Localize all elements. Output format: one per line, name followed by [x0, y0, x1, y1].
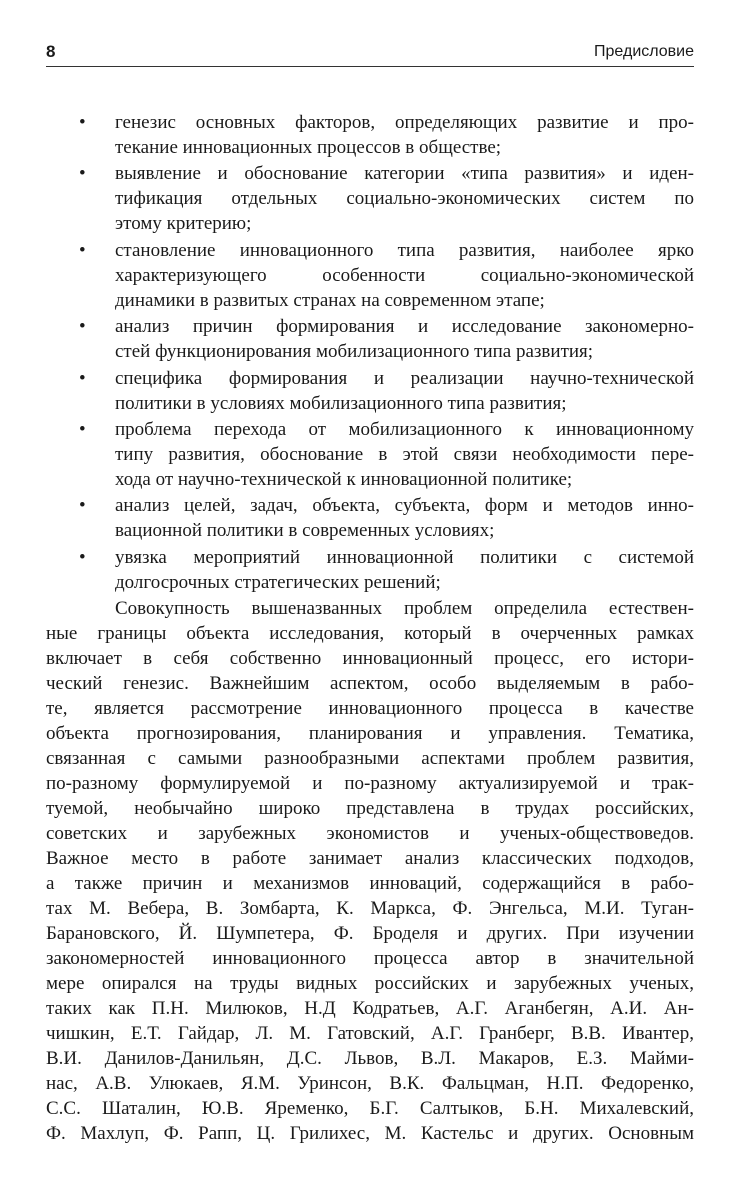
text-line: таких как П.Н. Милюков, Н.Д Кодратьев, А.Г. Аганбегян, А.И. Ан-	[46, 998, 694, 1020]
text-line: мере опирался на труды видных российских и зарубежных ученых,	[46, 973, 694, 995]
text-line: • становление инновационного типа развития, наиболее ярко	[115, 239, 694, 261]
text-line: включает в себя собственно инновационный процесс, его истори-	[46, 648, 694, 670]
running-header	[46, 42, 694, 67]
text-line: текание инновационных процессов в обществе;	[115, 137, 502, 158]
text-line: хода от научно-технической к инновационной политике;	[115, 468, 573, 490]
bullet-item	[46, 493, 694, 543]
bullet-item	[46, 366, 694, 416]
text-line: типу развития, обоснование в этой связи необходимости пере-	[115, 443, 694, 465]
text-line: объекта прогнозирования, планирования и управления. Тематика,	[46, 723, 694, 745]
text-line: те, является рассмотрение инновационного процесса в качестве	[46, 698, 694, 720]
text-line: тах М. Вебера, В. Зомбарта, К. Маркса, Ф. Энгельса, М.И. Туган-	[46, 898, 694, 920]
bullet-item	[46, 161, 694, 236]
text-line: ные границы объекта исследования, который в очерченных рамках	[46, 623, 694, 645]
bullet-item	[46, 545, 694, 595]
text-line: а также причин и механизмов инноваций, содержащийся в рабо-	[46, 873, 694, 895]
text-line: тификация отдельных социально-экономических систем по	[115, 188, 694, 210]
text-line: С.С. Шаталин, Ю.В. Яременко, Б.Г. Салтыков, Б.Н. Михалевский,	[46, 1098, 694, 1120]
text-line: Ф. Махлуп, Ф. Рапп, Ц. Грилихес, М. Кастельс и других. Основным	[46, 1123, 694, 1145]
bullet-item	[46, 314, 694, 364]
text-line: • выявление и обоснование категории «типа развития» и иден-	[115, 163, 694, 185]
section-title: Предисловие	[594, 43, 694, 60]
text-line: характеризующего особенности социально-экономической	[115, 264, 694, 286]
text-line: динамики в развитых странах на современном этапе;	[115, 289, 545, 311]
text-line: этому критерию;	[115, 213, 252, 235]
text-line: Важное место в работе занимает анализ классических подходов,	[46, 848, 694, 870]
text-line: советских и зарубежных экономистов и ученых-обществоведов.	[46, 823, 694, 845]
text-line: долгосрочных стратегических решений;	[115, 571, 441, 593]
page	[46, 0, 694, 1182]
text-line: ческий генезис. Важнейшим аспектом, особо выделяемым в рабо-	[46, 673, 694, 695]
body-text	[46, 110, 694, 1146]
text-line: Совокупность вышеназванных проблем определила естествен-	[115, 598, 694, 620]
text-line: стей функционирования мобилизационного типа развития;	[115, 341, 594, 363]
text-line: • специфика формирования и реализации научно-технической	[115, 367, 694, 389]
text-line: связанная с самыми разнообразными аспектами проблем развития,	[46, 748, 694, 770]
text-line: политики в условиях мобилизационного типа развития;	[115, 392, 567, 414]
body-paragraph	[46, 596, 694, 1146]
bullet-item	[46, 238, 694, 313]
text-line: Барановского, Й. Шумпетера, Ф. Броделя и других. При изучении	[46, 923, 694, 945]
text-line: В.И. Данилов-Данильян, Д.С. Львов, В.Л. Макаров, Е.З. Майми-	[46, 1048, 694, 1070]
text-line: нас, А.В. Улюкаев, Я.М. Уринсон, В.К. Фальцман, Н.П. Федоренко,	[46, 1073, 694, 1095]
text-line: • анализ целей, задач, объекта, субъекта, форм и методов инно-	[115, 495, 694, 517]
text-line: • проблема перехода от мобилизационного к инновационному	[115, 418, 694, 440]
text-line: • увязка мероприятий инновационной политики с системой	[115, 546, 694, 568]
text-line: по-разному формулируемой и по-разному актуализируемой и трак-	[46, 773, 694, 795]
text-line: вационной политики в современных условиях;	[115, 520, 495, 542]
text-line: чишкин, Е.Т. Гайдар, Л. М. Гатовский, А.Г. Гранберг, В.В. Ивантер,	[46, 1023, 694, 1045]
text-line: • генезис основных факторов, определяющих развитие и про-	[115, 112, 694, 133]
text-line: закономерностей инновационного процесса автор в значительной	[46, 948, 694, 970]
text-line: туемой, необычайно широко представлена в трудах российских,	[46, 798, 694, 820]
bullet-item	[46, 110, 694, 160]
bullet-list	[46, 110, 694, 595]
page-number: 8	[46, 42, 56, 61]
text-line: • анализ причин формирования и исследование закономерно-	[115, 316, 694, 338]
bullet-item	[46, 417, 694, 492]
